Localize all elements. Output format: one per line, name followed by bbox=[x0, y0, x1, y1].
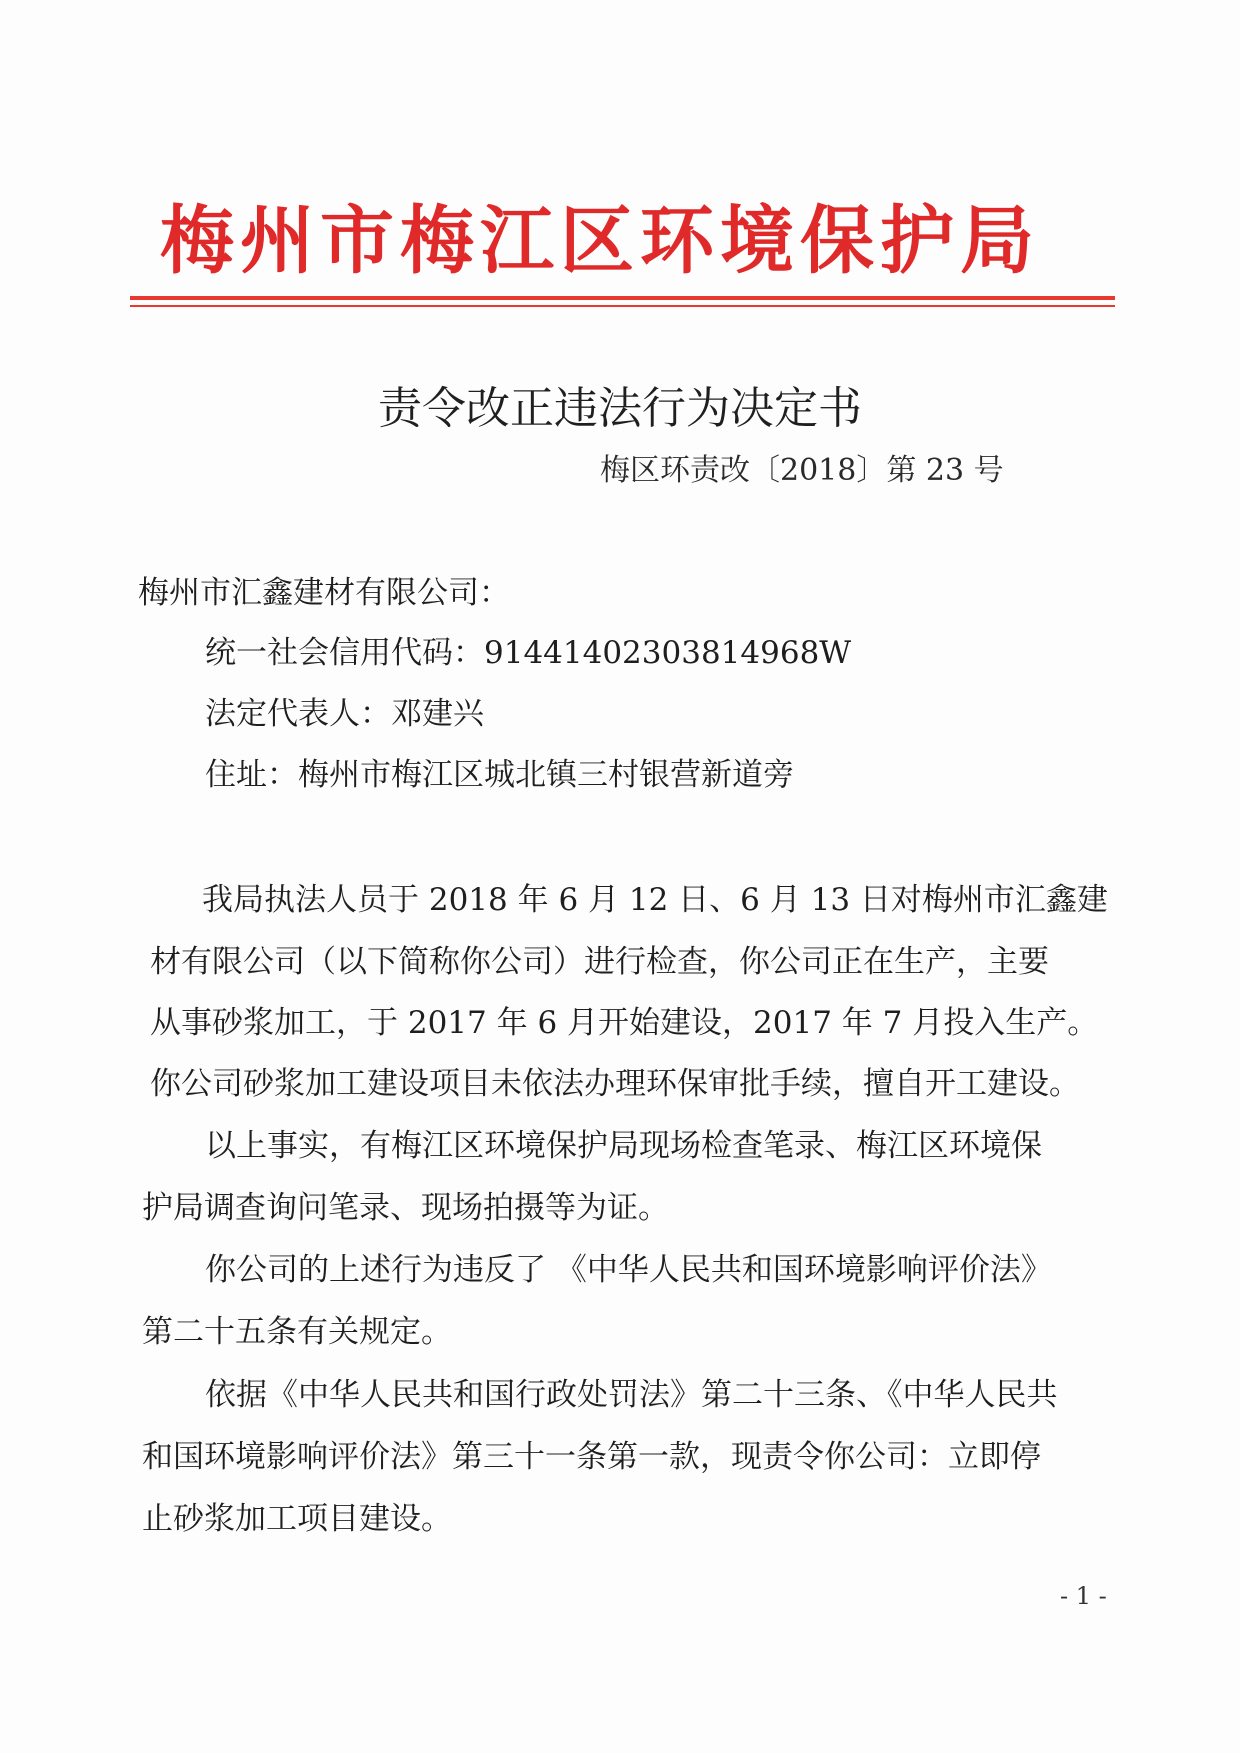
body-line: 你公司砂浆加工建设项目未依法办理环保审批手续，擅自开工建设。 bbox=[150, 1066, 1080, 1102]
body-line: 止砂浆加工项目建设。 bbox=[142, 1501, 452, 1537]
body-line: 第二十五条有关规定。 bbox=[142, 1314, 452, 1350]
body-line: 护局调查询问笔录、现场拍摄等为证。 bbox=[142, 1190, 669, 1226]
page-number: - 1 - bbox=[1060, 1582, 1107, 1610]
recipient-credit-code: 统一社会信用代码：91441402303814968W bbox=[205, 635, 852, 671]
body-line: 以上事实，有梅江区环境保护局现场检查笔录、梅江区环境保 bbox=[205, 1128, 1042, 1164]
letterhead-red-rule-thin bbox=[130, 305, 1115, 307]
issuer-letterhead: 梅州市梅江区环境保护局 bbox=[160, 198, 1040, 284]
body-line: 我局执法人员于 2018 年 6 月 12 日、6 月 13 日对梅州市汇鑫建 bbox=[202, 882, 1108, 918]
document-number: 梅区环责改〔2018〕第 23 号 bbox=[600, 453, 1004, 488]
body-line: 你公司的上述行为违反了 《中华人民共和国环境影响评价法》 bbox=[205, 1252, 1052, 1288]
body-line: 从事砂浆加工，于 2017 年 6 月开始建设，2017 年 7 月投入生产。 bbox=[150, 1005, 1099, 1041]
recipient-address: 住址：梅州市梅江区城北镇三村银营新道旁 bbox=[205, 757, 794, 793]
body-line: 和国环境影响评价法》第三十一条第一款，现责令你公司：立即停 bbox=[142, 1439, 1041, 1475]
letterhead-red-rule-thick bbox=[130, 296, 1115, 300]
body-line: 材有限公司（以下简称你公司）进行检查，你公司正在生产，主要 bbox=[150, 944, 1049, 980]
document-title: 责令改正违法行为决定书 bbox=[378, 383, 862, 434]
body-line: 依据《中华人民共和国行政处罚法》第二十三条、《中华人民共 bbox=[205, 1377, 1058, 1413]
recipient-name: 梅州市汇鑫建材有限公司： bbox=[138, 575, 510, 611]
recipient-legal-rep: 法定代表人：邓建兴 bbox=[205, 696, 484, 732]
